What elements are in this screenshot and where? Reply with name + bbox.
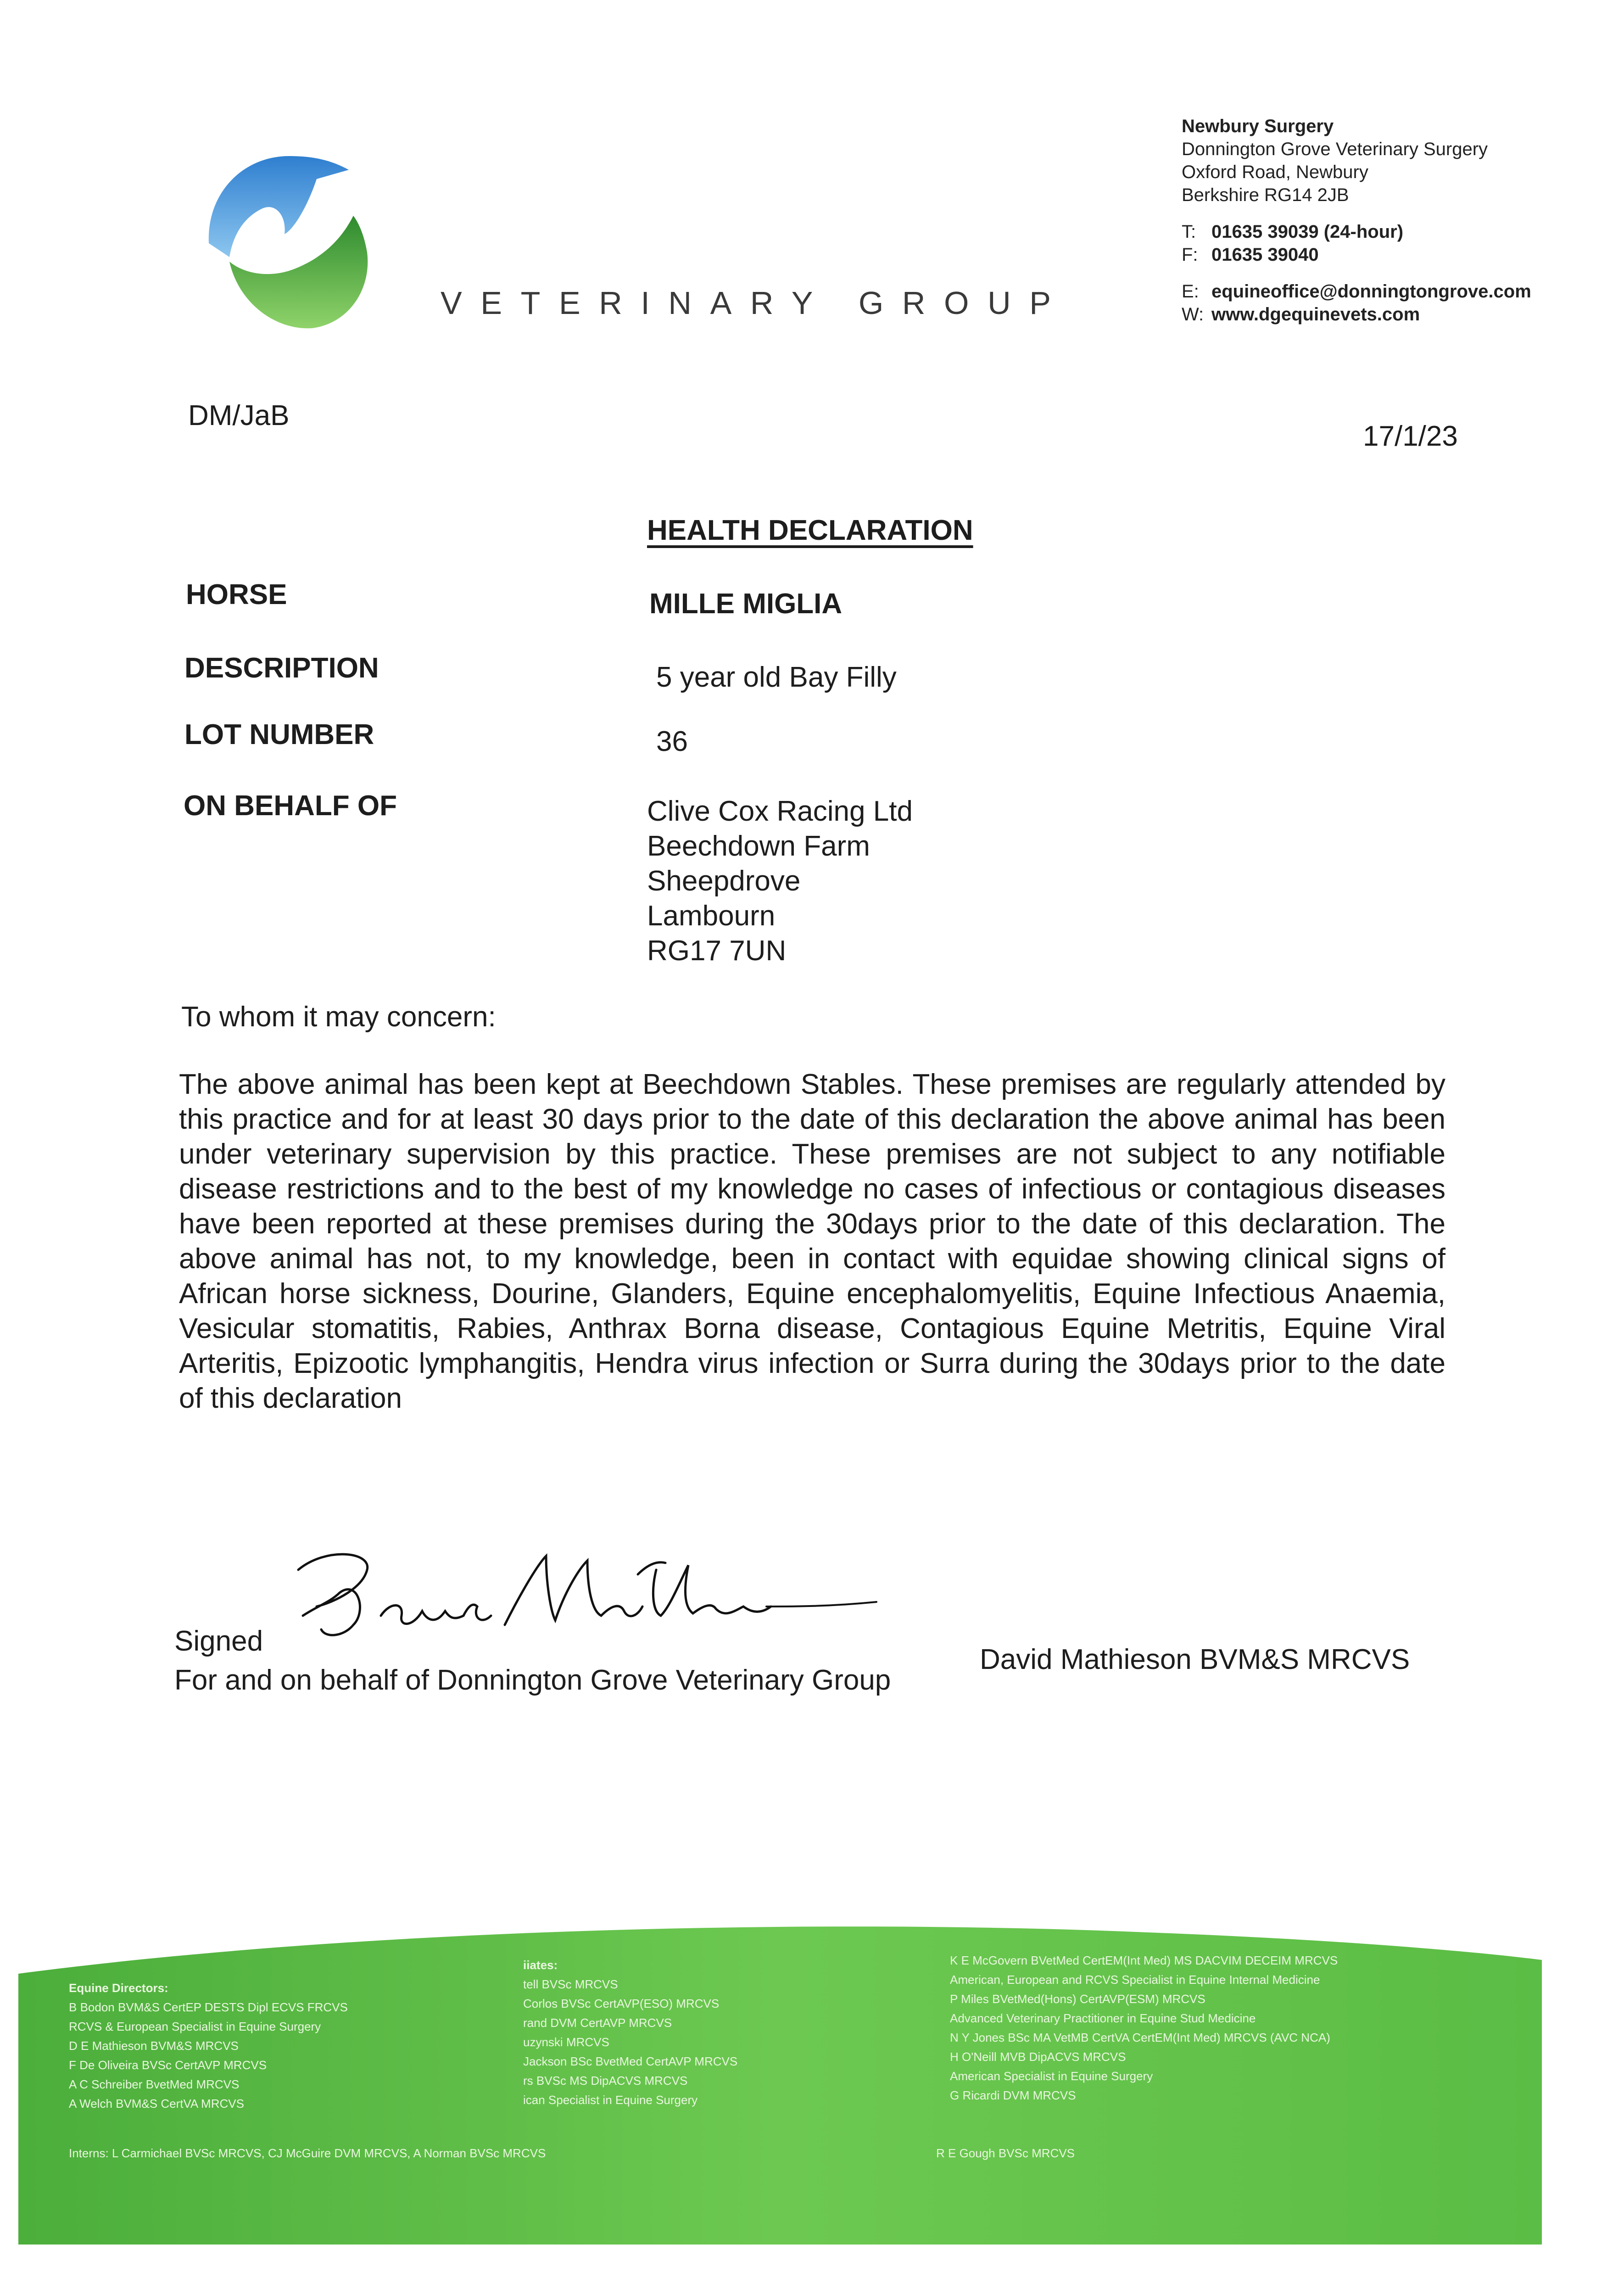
staff-entry: ican Specialist in Equine Surgery [523,2093,698,2107]
associates-column [523,1955,737,2110]
footer-staff-list [69,1951,1560,2226]
associates-heading: iiates: [523,1958,558,1972]
staff-entry: Advanced Veterinary Practitioner in Equine Stud Medicine [950,2011,1256,2025]
staff-entry: G Ricardi DVM MRCVS [950,2088,1076,2102]
lot-number-label: LOT NUMBER [184,719,374,750]
staff-entry: American, European and RCVS Specialist in Equine Internal Medicine [950,1973,1320,1987]
fax-number: 01635 39040 [1211,245,1319,265]
address-line: Clive Cox Racing Ltd [647,795,913,827]
staff-entry: P Miles BVetMed(Hons) CertAVP(ESM) MRCVS [950,1992,1205,2006]
staff-entry: A C Schreiber BvetMed MRCVS [69,2077,240,2091]
staff-entry: Jackson BSc BvetMed CertAVP MRCVS [523,2054,738,2068]
web-label: W: [1182,304,1204,325]
email-label: E: [1182,281,1199,302]
staff-entry: RCVS & European Specialist in Equine Surgery [69,2020,321,2033]
staff-entry: American Specialist in Equine Surgery [950,2069,1153,2083]
phone-number: 01635 39039 (24-hour) [1211,222,1404,242]
staff-entry: K E McGovern BVetMed CertEM(Int Med) MS DACVIM DECEIM MRCVS [950,1954,1338,1967]
staff-entry: F De Oliveira BVSc CertAVP MRCVS [69,2058,267,2072]
address-line: Donnington Grove Veterinary Surgery [1182,139,1488,159]
staff-entry: rs BVSc MS DipACVS MRCVS [523,2074,688,2088]
staff-entry: H O'Neill MVB DipACVS MRCVS [950,2050,1126,2064]
handwritten-signature [289,1538,886,1657]
address-line: Lambourn [647,900,776,932]
description-value: 5 year old Bay Filly [656,661,897,693]
signer-name: David Mathieson BVM&S MRCVS [980,1644,1410,1675]
interns-line: Interns: L Carmichael BVSc MRCVS, CJ McGuire DVM MRCVS, A Norman BVSc MRCVS [69,2146,546,2160]
salutation: To whom it may concern: [181,1001,496,1033]
specialists-column [950,1951,1338,2105]
address-line: Sheepdrove [647,865,801,897]
staff-entry: D E Mathieson BVM&S MRCVS [69,2039,239,2053]
staff-entry: rand DVM CertAVP MRCVS [523,2016,672,2030]
description-label: DESCRIPTION [184,652,379,684]
staff-entry: A Welch BVM&S CertVA MRCVS [69,2097,244,2110]
phone-label: T: [1182,222,1196,242]
lot-number-value: 36 [656,726,688,757]
staff-entry: N Y Jones BSc MA VetMB CertVA CertEM(Int Med) MRCVS (AVC NCA) [950,2031,1330,2044]
website-link[interactable]: www.dgequinevets.com [1211,304,1420,325]
logo-tagline: VETERINARY GROUP [441,285,1070,321]
on-behalf-of-address [647,794,913,968]
address-line: Berkshire RG14 2JB [1182,185,1349,205]
surgery-name: Newbury Surgery [1182,116,1334,136]
staff-entry: tell BVSc MRCVS [523,1977,618,1991]
fax-label: F: [1182,245,1198,265]
reference-code: DM/JaB [188,400,290,431]
address-line: Beechdown Farm [647,830,870,862]
document-title: HEALTH DECLARATION [647,515,973,546]
surgery-address-block [1182,115,1531,326]
declaration-body: The above animal has been kept at Beechdown Stables. These premises are regularly attended by this practice and for at least 30 days prior to the date of this declaration the above animal has been under veterinary supervision by this practice. These premises are not subject to any notifiable disease restrictions and to the best of my knowledge no cases of infectious or contagious diseases have been reported at these premises during the 30days prior to the date of this declaration. The above animal has not, to my knowledge, been in contact with equidae showing clinical signs of African horse sickness, Dourine, Glanders, Equine encephalomyelitis, Equine Infectious Anaemia, Vesicular stomatitis, Rabies, Anthrax Borna disease, Contagious Equine Metritis, Equine Viral Arteritis, Epizootic lymphangitis, Hendra virus infection or Surra during the 30days prior to the date of this declaration [179,1069,1445,1414]
address-line: Oxford Road, Newbury [1182,162,1368,182]
interns-line-right: R E Gough BVSc MRCVS [936,2146,1075,2160]
document-date: 17/1/23 [1363,420,1458,452]
on-behalf-statement: For and on behalf of Donnington Grove Veterinary Group [174,1664,891,1696]
horse-name: MILLE MIGLIA [649,588,843,620]
staff-entry: Corlos BVSc CertAVP(ESO) MRCVS [523,1997,720,2010]
on-behalf-of-label: ON BEHALF OF [184,790,397,822]
staff-entry: uzynski MRCVS [523,2035,609,2049]
signed-label: Signed [174,1625,263,1657]
directors-column [69,1978,348,2113]
email-link[interactable]: equineoffice@donningtongrove.com [1211,281,1531,302]
veterinary-group-logo [202,151,376,335]
staff-entry: B Bodon BVM&S CertEP DESTS Dipl ECVS FRCVS [69,2000,348,2014]
directors-heading: Equine Directors: [69,1981,168,1995]
address-line: RG17 7UN [647,935,787,967]
horse-label: HORSE [186,579,287,610]
